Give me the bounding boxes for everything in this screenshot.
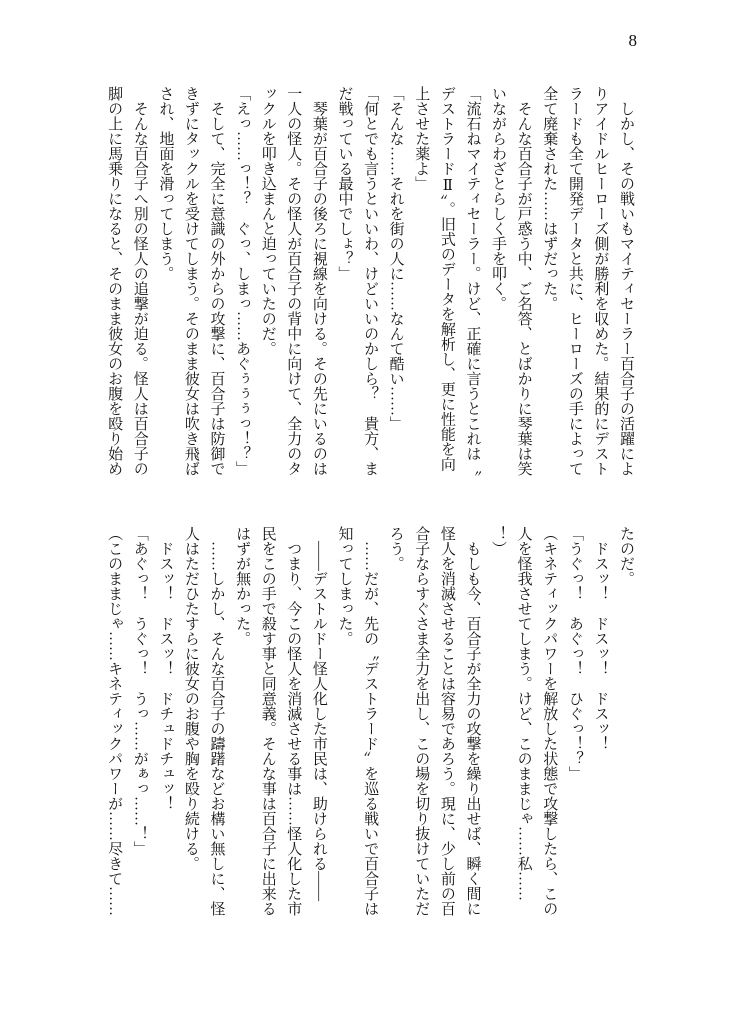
text-line: 琴葉が百合子の後ろに視線を向ける。その先にいるのは — [310, 86, 327, 476]
text-line: 民をこの手で殺す事と同意義。そんな事は百合子に出来る — [259, 526, 276, 916]
text-line: 「何とでも言うといいわ、けどいいのかしら？ 貴方、ま — [362, 86, 379, 476]
text-line: いながらわざとらしく手を叩く。 — [490, 86, 507, 311]
text-line: ックルを叩き込まんと迫っていたのだ。 — [259, 86, 276, 356]
text-line: ……だが、先の〝デストラード〟を巡る戦いで百合子は — [362, 526, 379, 916]
text-line: もしも今、百合子が全力の攻撃を繰り出せば、瞬く間に — [464, 526, 481, 916]
text-line: 「あぐっ！ うぐっ！ うっ……がぁっ……！」 — [131, 526, 148, 856]
text-line: ろう。 — [387, 526, 404, 571]
text-line: 「流石ねマイティセーラー。けど、正確に言うとこれは〝 — [464, 86, 481, 476]
text-line: 「そんな……それを街の人に……なんて酷い……」 — [387, 86, 404, 431]
text-line: 人はただひたすらに彼女のお腹や胸を殴り続ける。 — [182, 526, 199, 871]
text-line: 怪人を消滅させることは容易であろう。現に、少し前の百 — [438, 526, 455, 916]
text-line: （このままじゃ……キネティックパワーが……尽きて…… — [106, 526, 123, 916]
text-line: ――デストルドー怪人化した市民は、助けられる―― — [310, 526, 327, 901]
text-line: きずにタックルを受けてしまう。そのまま彼女は吹き飛ば — [182, 86, 199, 476]
text-line: ドスッ！ ドスッ！ ドスッ！ — [592, 526, 609, 751]
text-line: され、地面を滑ってしまう。 — [157, 86, 174, 281]
text-line: ！） — [490, 526, 507, 556]
text-line: 人を怪我させてしまう。けど、このままじゃ……私…… — [515, 526, 532, 901]
text-line: 上させた薬よ」 — [413, 86, 430, 191]
page-number: 8 — [628, 31, 637, 50]
text-line: 一人の怪人。その怪人が百合子の背中に向けて、全力のタ — [285, 86, 302, 476]
text-line: 全て廃棄された……はずだった。 — [541, 86, 558, 311]
text-line: 「うぐっ！ あぐっ！ ひぐっ！？」 — [566, 526, 583, 781]
text-line: （キネティックパワーを解放した状態で攻撃したら、この — [541, 526, 558, 916]
text-band-bottom — [101, 526, 638, 918]
text-line: ラードも全て開発データと共に、ヒーローズの手によって — [566, 86, 583, 476]
text-line: ……しかし、そんな百合子の躊躇などお構い無しに、怪 — [208, 526, 225, 916]
text-line: そんな百合子が戸惑う中、ご名答、とばかりに琴葉は笑 — [515, 86, 532, 476]
text-line: はずが無かった。 — [234, 526, 251, 646]
text-line: たのだ。 — [618, 526, 634, 586]
text-line: つまり、今この怪人を消滅させる事は……怪人化した市 — [285, 526, 302, 916]
text-line: だ戦っている最中でしょ？」 — [336, 86, 353, 281]
text-line: デストラードⅡ〟。旧式のデータを解析し、更に性能を向 — [438, 86, 455, 472]
text-line: 「えっ……っ！？ ぐっ、しまっ……あぐぅぅぅっ！？」 — [234, 86, 251, 476]
text-line: そんな百合子へ別の怪人の追撃が迫る。怪人は百合子の — [131, 86, 148, 476]
text-line: りアイドルヒーローズ側が勝利を収めた。結果的にデスト — [592, 86, 609, 476]
text-line: ドスッ！ ドスッ！ ドチュドチュッ！ — [157, 526, 174, 811]
text-line: そして、完全に意識の外からの攻撃に、百合子は防御で — [208, 86, 225, 476]
text-band-top — [101, 86, 638, 478]
text-line: 合子ならすぐさま全力を出し、この場を切り抜けていただ — [413, 526, 430, 916]
text-line: 脚の上に馬乗りになると、そのまま彼女のお腹を殴り始め — [106, 86, 123, 476]
text-line: しかし、その戦いもマイティセーラー百合子の活躍によ — [618, 86, 634, 476]
text-line: 知ってしまった。 — [336, 526, 353, 646]
